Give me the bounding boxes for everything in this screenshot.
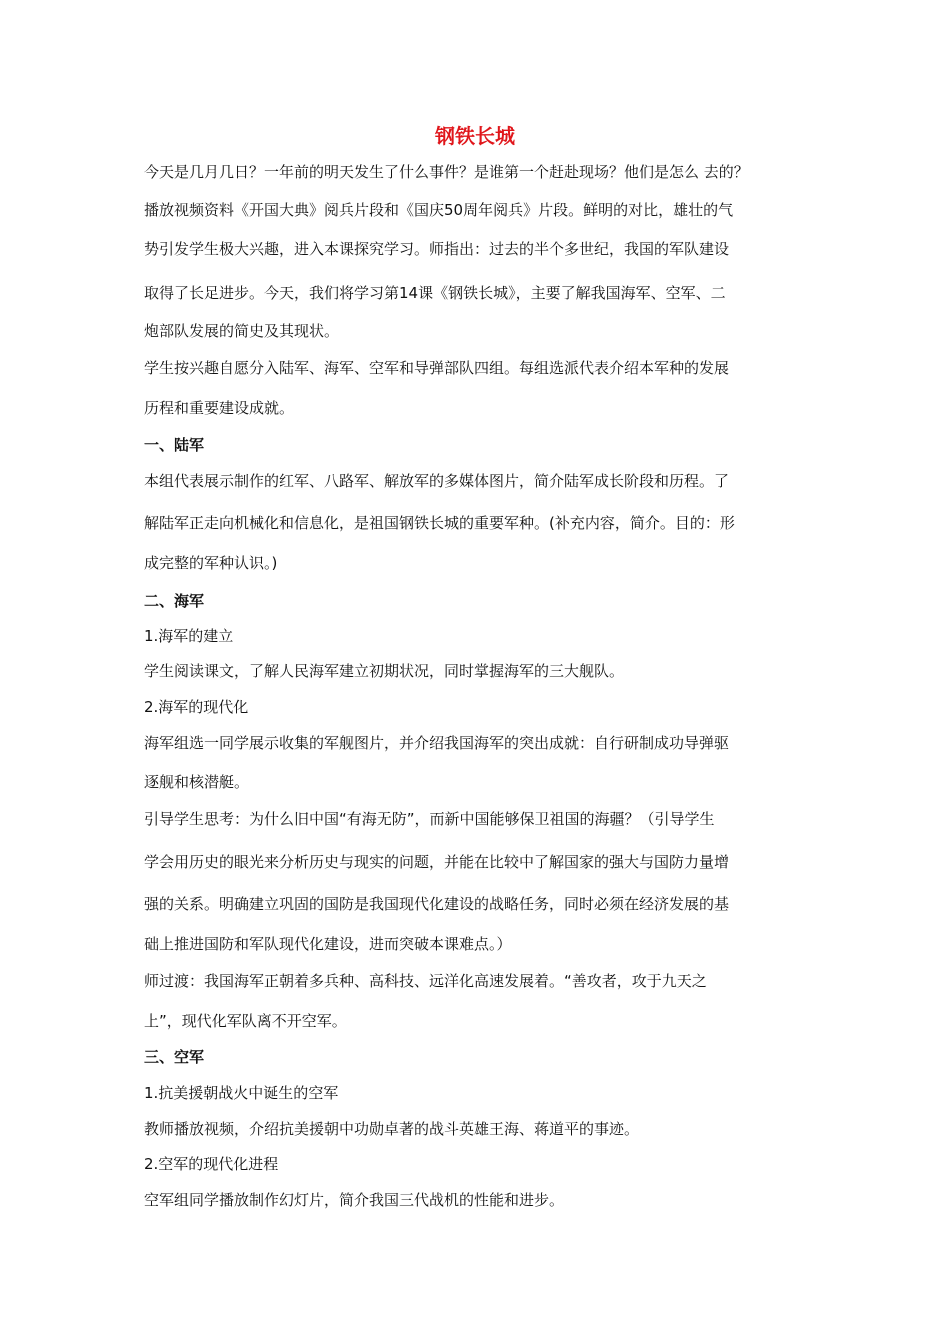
paragraph-line: 历程和重要建设成就。 bbox=[144, 399, 295, 417]
paragraph-line: 学生阅读课文，了解人民海军建立初期状况，同时掌握海军的三大舰队。 bbox=[144, 662, 625, 680]
subsection-heading: 1.海军的建立 bbox=[144, 627, 234, 645]
paragraph-line: 取得了长足进步。今天，我们将学习第14课《钢铁长城》，主要了解我国海军、空军、二 bbox=[144, 284, 726, 302]
paragraph-line: 解陆军正走向机械化和信息化，是祖国钢铁长城的重要军种。(补充内容，简介。目的：形 bbox=[144, 514, 735, 532]
paragraph-line: 炮部队发展的简史及其现状。 bbox=[144, 322, 340, 340]
subsection-heading: 2.海军的现代化 bbox=[144, 698, 249, 716]
paragraph-line: 势引发学生极大兴趣，进入本课探究学习。师指出：过去的半个多世纪，我国的军队建设 bbox=[144, 240, 730, 258]
paragraph-line: 师过渡：我国海军正朝着多兵种、高科技、远洋化高速发展着。“善攻者，攻于九天之 bbox=[144, 972, 707, 990]
document-title: 钢铁长城 bbox=[435, 124, 515, 148]
subsection-heading: 2.空军的现代化进程 bbox=[144, 1155, 279, 1173]
paragraph-line: 引导学生思考：为什么旧中国“有海无防”，而新中国能够保卫祖国的海疆？（引导学生 bbox=[144, 810, 715, 828]
paragraph-line: 学生按兴趣自愿分入陆军、海军、空军和导弹部队四组。每组选派代表介绍本军种的发展 bbox=[144, 359, 730, 377]
paragraph-line: 教师播放视频，介绍抗美援朝中功勋卓著的战斗英雄王海、蒋道平的事迹。 bbox=[144, 1120, 640, 1138]
paragraph-line: 上”，现代化军队离不开空军。 bbox=[144, 1012, 347, 1030]
section-heading-navy: 二、海军 bbox=[144, 592, 205, 610]
paragraph-line: 海军组选一同学展示收集的军舰图片，并介绍我国海军的突出成就：自行研制成功导弹驱 bbox=[144, 734, 730, 752]
paragraph-line: 成完整的军种认识。) bbox=[144, 554, 278, 572]
paragraph-line: 本组代表展示制作的红军、八路军、解放军的多媒体图片，简介陆军成长阶段和历程。了 bbox=[144, 472, 730, 490]
section-heading-air-force: 三、空军 bbox=[144, 1048, 205, 1066]
paragraph-line: 逐舰和核潜艇。 bbox=[144, 773, 250, 791]
paragraph-line: 础上推进国防和军队现代化建设，进而突破本课难点。） bbox=[144, 935, 512, 953]
subsection-heading: 1.抗美援朝战火中诞生的空军 bbox=[144, 1084, 339, 1102]
section-heading-army: 一、陆军 bbox=[144, 436, 205, 454]
paragraph-line: 空军组同学播放制作幻灯片，简介我国三代战机的性能和进步。 bbox=[144, 1191, 565, 1209]
paragraph-line: 今天是几月几日？一年前的明天发生了什么事件？是谁第一个赶赴现场？他们是怎么 去的？ bbox=[144, 163, 749, 181]
paragraph-line: 学会用历史的眼光来分析历史与现实的问题，并能在比较中了解国家的强大与国防力量增 bbox=[144, 853, 730, 871]
paragraph-line: 强的关系。明确建立巩固的国防是我国现代化建设的战略任务，同时必须在经济发展的基 bbox=[144, 895, 730, 913]
paragraph-line: 播放视频资料《开国大典》阅兵片段和《国庆50周年阅兵》片段。鲜明的对比，雄壮的气 bbox=[144, 201, 734, 219]
